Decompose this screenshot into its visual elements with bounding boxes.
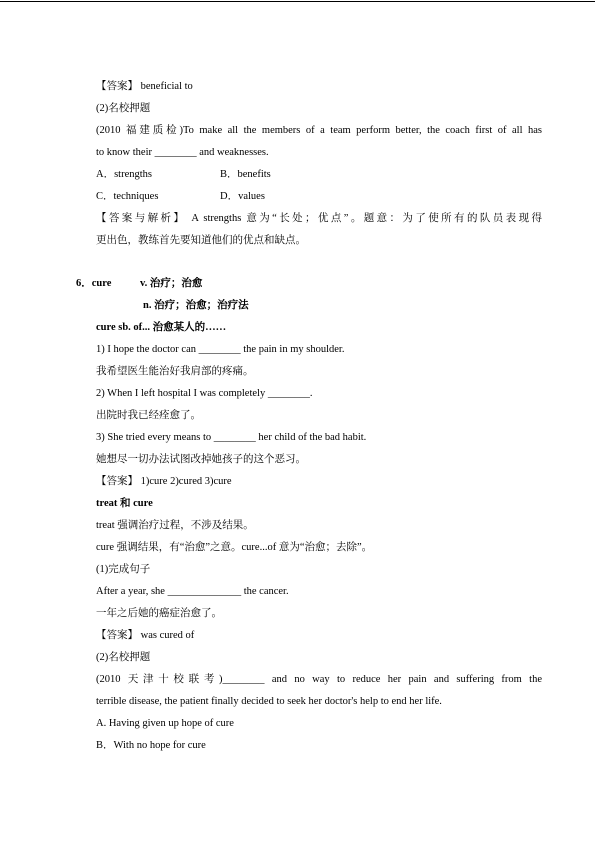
- answer-line: 【答案】 1)cure 2)cured 3)cure: [96, 476, 232, 487]
- example-3-translation: 她想尽一切办法试图改掉她孩子的这个恶习。: [96, 454, 306, 465]
- cure-note: cure 强调结果，有“治愈”之意。cure...of 意为“治愈；去除”。: [96, 542, 373, 553]
- entry-verb-sense: v. 治疗；治愈: [140, 278, 203, 289]
- question-line-2: terrible disease, the patient finally decided to seek her doctor's help to end her life.: [96, 696, 442, 707]
- option-b: B．benefits: [220, 169, 271, 180]
- example-1: 1) I hope the doctor can ________ the pain in my shoulder.: [96, 344, 345, 355]
- subsection-heading: (1)完成句子: [96, 564, 151, 575]
- treat-note: treat 强调治疗过程，不涉及结果。: [96, 520, 254, 531]
- explanation-line-2: 更出色，教练首先要知道他们的优点和缺点。: [96, 235, 306, 246]
- answer-line: 【答案】 beneficial to: [96, 81, 193, 92]
- subsection-heading: (2)名校押题: [96, 652, 151, 663]
- question-line-2: to know their ________ and weaknesses.: [96, 147, 269, 158]
- entry-noun-sense: n. 治疗；治愈；治疗法: [143, 300, 249, 311]
- section-header: (2)名校押题: [96, 103, 151, 114]
- example-3: 3) She tried every means to ________ her child of the bad habit.: [96, 432, 367, 443]
- top-rule: [0, 1, 595, 2]
- example-2-translation: 出院时我已经痊愈了。: [96, 410, 201, 421]
- example-2: 2) When I left hospital I was completely ________.: [96, 388, 313, 399]
- compare-heading: treat 和 cure: [96, 498, 153, 509]
- option-d: D．values: [220, 191, 265, 202]
- fill-in-sentence: After a year, she ______________ the cancer.: [96, 586, 289, 597]
- fill-in-translation: 一年之后她的癌症治愈了。: [96, 608, 222, 619]
- option-b: B．With no hope for cure: [96, 740, 206, 751]
- question-line-1: (2010 福建质检)To make all the members of a team perform better, the coach first of all has: [96, 125, 542, 136]
- example-1-translation: 我希望医生能治好我肩部的疼痛。: [96, 366, 254, 377]
- option-a: A. Having given up hope of cure: [96, 718, 234, 729]
- answer-line: 【答案】 was cured of: [96, 630, 195, 641]
- option-a: A．strengths: [96, 169, 152, 180]
- entry-heading: 6．cure: [76, 278, 112, 289]
- phrase-heading: cure sb. of... 治愈某人的……: [96, 322, 227, 333]
- explanation-line-1: 【答案与解析】 A strengths 意为“长处；优点”。题意：为了使所有的队员表现得: [96, 213, 542, 224]
- question-line-1: (2010 天津十校联考)________ and no way to reduce her pain and suffering from the: [96, 674, 542, 685]
- option-c: C．techniques: [96, 191, 159, 202]
